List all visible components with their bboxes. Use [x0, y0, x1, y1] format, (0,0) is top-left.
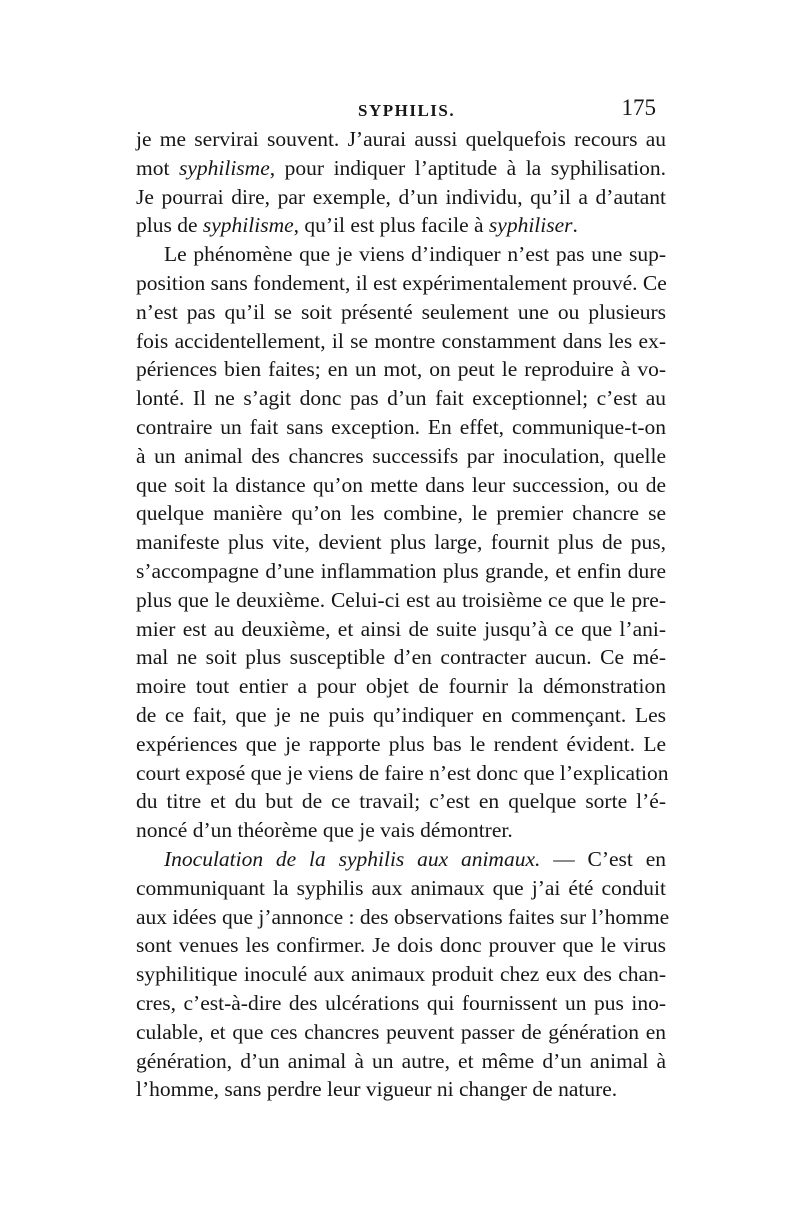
text-run: n’est pas qu’il se soit présenté seulement une ou plusieurs	[136, 299, 666, 324]
text-line	[136, 471, 666, 500]
text-run: à un animal des chancres successifs par inoculation, quelle	[136, 443, 666, 468]
text-run: mot	[136, 155, 179, 180]
italic-run: syphiliser	[488, 213, 573, 238]
text-run: communiquant la syphilis aux animaux que j’ai été conduit	[136, 875, 666, 900]
text-run: contraire un fait sans exception. En effet, communique-t-on	[136, 414, 666, 439]
text-run: je me servirai souvent. J’aurai aussi quelquefois recours au	[136, 127, 666, 151]
text-run: Le phénomène que je viens d’indiquer n’est pas une sup-	[164, 242, 666, 267]
text-line	[136, 701, 666, 730]
text-run: moire tout entier a pour objet de fournir la démonstration	[136, 674, 666, 699]
text-line	[136, 845, 666, 874]
body-text	[136, 125, 670, 1104]
text-line	[136, 528, 666, 557]
text-line	[136, 442, 666, 471]
text-line	[136, 931, 666, 960]
text-run: culable, et que ces chancres peuvent passer de génération en	[136, 1019, 666, 1044]
text-run: manifeste plus vite, devient plus large, fournit plus de pus,	[136, 530, 666, 555]
paragraph	[136, 125, 666, 240]
text-run: .	[572, 213, 578, 238]
text-line	[136, 240, 666, 269]
text-line	[136, 413, 666, 442]
text-line	[136, 960, 666, 989]
text-line	[136, 1075, 666, 1104]
text-run: l’homme, sans perdre leur vigueur ni changer de nature.	[136, 1077, 618, 1102]
text-line	[136, 787, 666, 816]
text-line	[136, 1018, 666, 1047]
text-line	[136, 730, 666, 759]
text-line	[136, 327, 666, 356]
text-line	[136, 643, 666, 672]
text-line	[136, 1047, 666, 1076]
text-line	[136, 903, 670, 932]
italic-run: Inoculation de la syphilis aux animaux.	[164, 846, 541, 871]
text-line	[136, 298, 666, 327]
running-title: SYPHILIS.	[358, 101, 456, 120]
text-line	[136, 269, 666, 298]
text-line	[136, 989, 666, 1018]
text-run: , pour indiquer l’aptitude à la syphilisation.	[269, 155, 666, 180]
text-run: court exposé que je viens de faire n’est donc que l’explication	[136, 760, 669, 785]
text-run: périences bien faites; en un mot, on peut le reproduire à vo-	[136, 357, 666, 382]
running-head	[136, 95, 656, 125]
text-line	[136, 125, 666, 154]
text-run: Je pourrai dire, par exemple, d’un individu, qu’il a d’autant	[136, 184, 666, 209]
text-line	[136, 183, 666, 212]
text-run: quelque manière qu’on les combine, le premier chancre se	[136, 501, 666, 526]
text-run: du titre et du but de ce travail; c’est en quelque sorte l’é-	[136, 789, 666, 814]
text-line	[136, 672, 666, 701]
text-line	[136, 586, 666, 615]
text-run: plus que le deuxième. Celui-ci est au troisième ce que le pre-	[136, 587, 666, 612]
text-line	[136, 355, 666, 384]
text-run: lonté. Il ne s’agit donc pas d’un fait exceptionnel; c’est au	[136, 386, 666, 411]
text-run: sont venues les confirmer. Je dois donc prouver que le virus	[136, 933, 666, 958]
text-run: de ce fait, que je ne puis qu’indiquer en commençant. Les	[136, 702, 666, 727]
text-line	[136, 816, 666, 845]
text-run: position sans fondement, il est expérimentalement prouvé. Ce	[136, 270, 667, 295]
text-run: mal ne soit plus susceptible d’en contracter aucun. Ce mé-	[136, 645, 666, 670]
text-run: s’accompagne d’une inflammation plus grande, et enfin dure	[136, 558, 666, 583]
text-run: que soit la distance qu’on mette dans leur succession, ou de	[136, 472, 666, 497]
page-number: 175	[621, 95, 656, 120]
text-line	[136, 154, 666, 183]
text-run: cres, c’est-à-dire des ulcérations qui fournissent un pus ino-	[136, 990, 666, 1015]
text-line	[136, 759, 669, 788]
italic-run: syphilisme	[202, 213, 294, 238]
text-run: , qu’il est plus facile à	[293, 213, 489, 238]
text-run: génération, d’un animal à un autre, et même d’un animal à	[136, 1048, 666, 1073]
paragraph	[136, 240, 669, 845]
text-line	[136, 384, 666, 413]
text-run: — C’est en	[540, 846, 666, 871]
italic-run: syphilisme	[178, 155, 270, 180]
text-run: mier est au deuxième, et ainsi de suite jusqu’à ce que l’ani-	[136, 616, 666, 641]
text-run: plus de	[136, 213, 203, 238]
text-run: aux idées que j’annonce : des observations faites sur l’homme	[136, 904, 670, 929]
text-line	[136, 499, 666, 528]
text-line	[136, 211, 666, 240]
text-line	[136, 615, 666, 644]
text-run: noncé d’un théorème que je vais démontrer.	[136, 818, 513, 843]
text-run: fois accidentellement, il se montre constamment dans les ex-	[136, 328, 666, 353]
text-run: expériences que je rapporte plus bas le rendent évident. Le	[136, 731, 666, 756]
paragraph	[136, 845, 670, 1104]
text-line	[136, 557, 666, 586]
text-run: syphilitique inoculé aux animaux produit chez eux des chan-	[136, 962, 666, 987]
text-line	[136, 874, 666, 903]
